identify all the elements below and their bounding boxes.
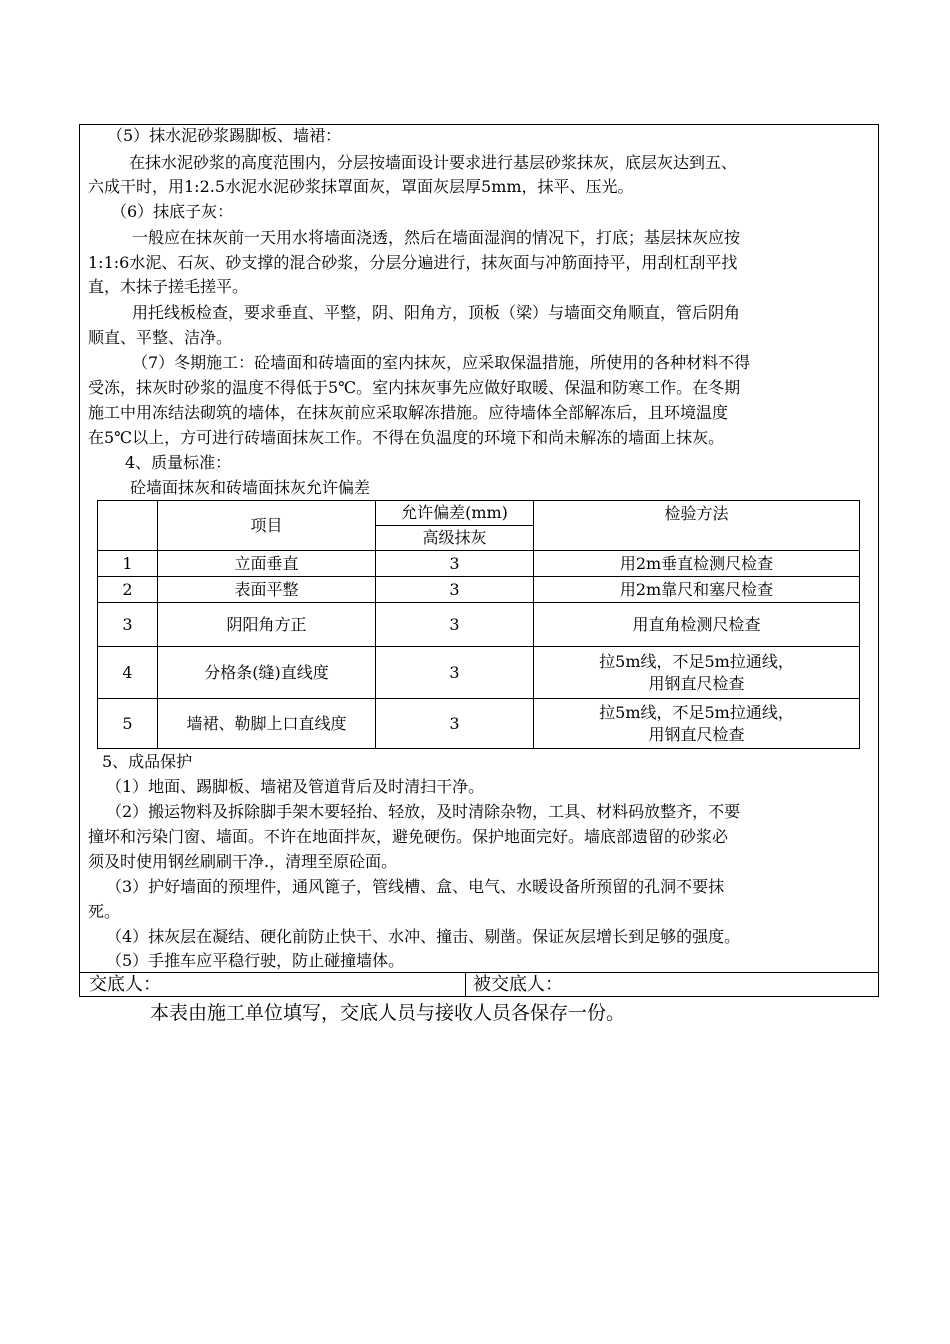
signature-row: [79, 972, 879, 997]
paragraph-line: 须及时使用钢丝刷刷干净.，清理至原砼面。: [88, 852, 398, 871]
method-line-2: 用钢直尺检查: [648, 724, 745, 744]
paragraph-line: 在5℃以上，方可进行砖墙面抹灰工作。不得在负温度的环境下和尚未解冻的墙面上抹灰。: [88, 428, 725, 447]
row-deviation: 3: [376, 577, 534, 603]
row-no: 2: [98, 577, 158, 603]
section-5-title: （5）抹水泥砂浆踢脚板、墙裙：: [107, 126, 342, 145]
paragraph-line: 死。: [88, 902, 121, 921]
signature-divider: [465, 973, 466, 997]
row-no: 3: [98, 603, 158, 647]
row-no: 5: [98, 699, 158, 749]
paragraph-line: 六成干时，用1:2.5水泥水泥砂浆抹罩面灰，罩面灰层厚5mm，抹平、压光。: [88, 177, 634, 196]
header-deviation: 允许偏差(mm): [376, 501, 534, 526]
paragraph-line: （5）手推车应平稳行驶，防止碰撞墙体。: [106, 951, 405, 970]
row-deviation: 3: [376, 551, 534, 577]
method-line-1: 拉5m线，不足5m拉通线，: [599, 702, 794, 722]
row-item: 阴阳角方正: [158, 603, 376, 647]
row-no: 1: [98, 551, 158, 577]
row-deviation: 3: [376, 699, 534, 749]
table-row: [98, 603, 860, 647]
table-row: [98, 699, 860, 749]
row-method: [534, 647, 860, 699]
method-line-2: 用钢直尺检查: [648, 673, 745, 693]
row-deviation: 3: [376, 647, 534, 699]
paragraph-line: 1:1:6水泥、石灰、砂支撑的混合砂浆，分层分遍进行，抹灰面与冲筋面持平，用刮杠刮平找: [88, 253, 738, 272]
paragraph-line: （1）地面、踢脚板、墙裙及管道背后及时清扫干净。: [106, 777, 485, 796]
header-grade: 高级抹灰: [376, 526, 534, 551]
paragraph-line: 撞坏和污染门窗、墙面。不许在地面拌灰，避免硬伤。保护地面完好。墙底部遗留的砂浆必: [88, 827, 729, 846]
header-no: [98, 501, 158, 551]
paragraph-line: （3）护好墙面的预埋件，通风篦子，管线槽、盒、电气、水暖设备所预留的孔洞不要抹: [106, 877, 725, 896]
method-line-1: 拉5m线，不足5m拉通线，: [599, 651, 794, 671]
paragraph-line: 在抹水泥砂浆的高度范围内，分层按墙面设计要求进行基层砂浆抹灰，底层灰达到五、: [129, 153, 738, 172]
table-row: [98, 551, 860, 577]
section-6-title: （6）抹底子灰：: [111, 202, 234, 221]
row-deviation: 3: [376, 603, 534, 647]
receiver-person-label: 被交底人：: [473, 974, 563, 995]
paragraph-line: 受冻，抹灰时砂浆的温度不得低于5℃。室内抹灰事先应做好取暖、保温和防寒工作。在冬期: [88, 378, 741, 397]
row-method: 用直角检测尺检查: [534, 603, 860, 647]
paragraph-line: （4）抹灰层在凝结、硬化前防止快干、水冲、撞击、剔凿。保证灰层增长到足够的强度。: [106, 927, 741, 946]
paragraph-line: （2）搬运物料及拆除脚手架木要轻抬、轻放，及时清除杂物，工具、材料码放整齐，不要: [106, 802, 741, 821]
row-method: 用2m靠尺和塞尺检查: [534, 577, 860, 603]
section-5-title: 5、成品保护: [102, 752, 193, 771]
section-7-paragraph: （7）冬期施工：砼墙面和砖墙面的室内抹灰，应采取保温措施，所使用的各种材料不得: [132, 353, 751, 372]
table-row: [98, 647, 860, 699]
row-item: 表面平整: [158, 577, 376, 603]
footer-note: 本表由施工单位填写，交底人员与接收人员各保存一份。: [150, 1002, 626, 1024]
row-item: 分格条(缝)直线度: [158, 647, 376, 699]
paragraph-line: 施工中用冻结法砌筑的墙体，在抹灰前应采取解冻措施。应待墙体全部解冻后，且环境温度: [88, 403, 729, 422]
header-item: 项目: [158, 501, 376, 551]
row-method: 用2m垂直检测尺检查: [534, 551, 860, 577]
paragraph-line: 用托线板检查，要求垂直、平整，阴、阳角方，顶板（梁）与墙面交角顺直，管后阴角: [132, 303, 741, 322]
tolerance-table: [97, 500, 860, 749]
row-item: 立面垂直: [158, 551, 376, 577]
table-caption: 砼墙面抹灰和砖墙面抹灰允许偏差: [130, 478, 371, 497]
table-row: [98, 577, 860, 603]
row-method: [534, 699, 860, 749]
row-no: 4: [98, 647, 158, 699]
handover-person-label: 交底人：: [89, 974, 161, 995]
section-4-title: 4、质量标准：: [125, 453, 232, 472]
row-item: 墙裙、勒脚上口直线度: [158, 699, 376, 749]
paragraph-line: 一般应在抹灰前一天用水将墙面浇透，然后在墙面湿润的情况下，打底；基层抹灰应按: [132, 228, 741, 247]
paragraph-line: 顺直、平整、洁净。: [88, 328, 233, 347]
header-method: 检验方法: [534, 501, 860, 551]
paragraph-line: 直，木抹子搓毛搓平。: [88, 277, 249, 296]
